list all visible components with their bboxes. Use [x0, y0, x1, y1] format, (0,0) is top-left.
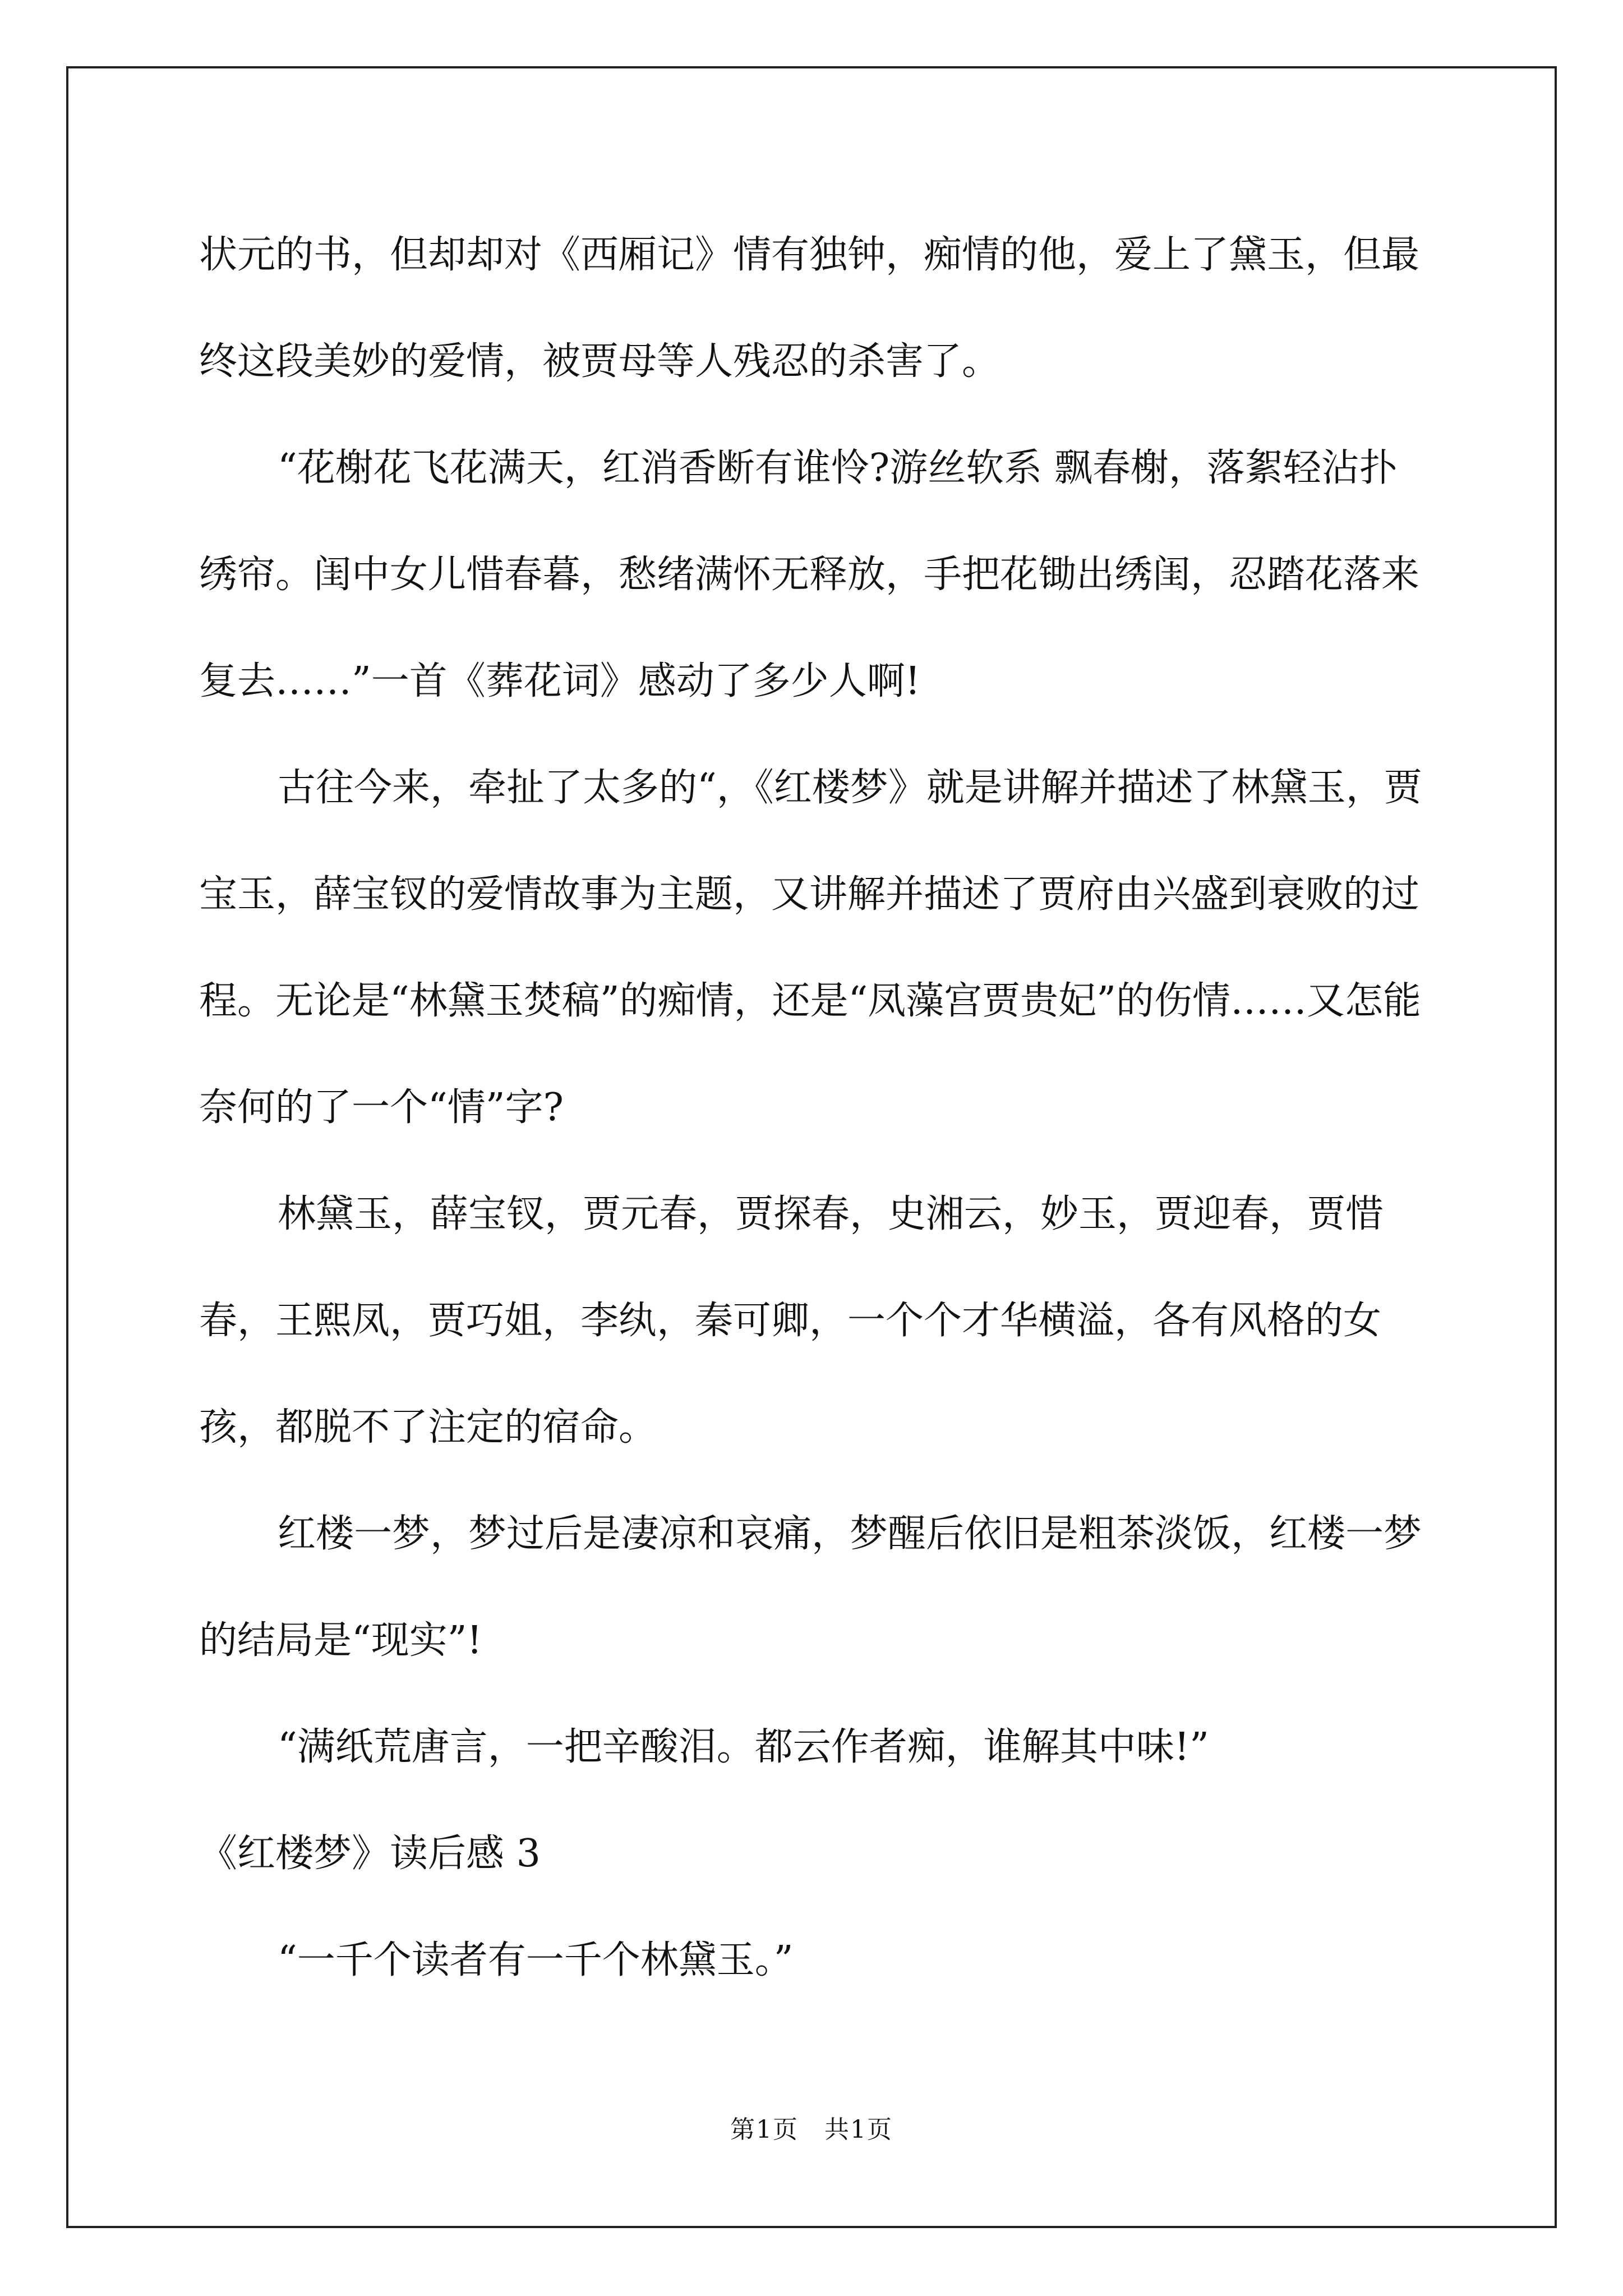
paragraph-6: “满纸荒唐言，一把辛酸泪。都云作者痴，谁解其中味!” — [278, 1725, 1209, 1769]
paragraph-3: 古往今来，牵扯了太多的“，《红楼梦》就是讲解并描述了林黛玉，贾宝玉，薛宝钗的爱情故事为主题，又讲解并描述了贾府由兴盛到衰败的过程。无论是“林黛玉焚稿”的痴情，还是“凤藻宫贾贵妃”的伤情……又怎能奈何的了一个“情”字? — [199, 766, 1422, 1130]
paragraph-4: 林黛玉，薛宝钗，贾元春，贾探春，史湘云，妙玉，贾迎春，贾惜春，王熙凤，贾巧姐，李纨，秦可卿，一个个才华横溢，各有风格的女孩，都脱不了注定的宿命。 — [199, 1192, 1384, 1450]
page-footer: 第1页 共1页 — [730, 2115, 893, 2144]
paragraph-5: 红楼一梦，梦过后是凄凉和哀痛，梦醒后依旧是粗茶淡饭，红楼一梦的结局是“现实”! — [199, 1512, 1422, 1663]
paragraph-2: “花榭花飞花满天，红消香断有谁怜?游丝软系 飘春榭，落絮轻沾扑绣帘。闺中女儿惜春暮，愁绪满怀无释放，手把花锄出绣闺，忍踏花落来复去……”一首《葬花词》感动了多少人啊! — [199, 446, 1420, 703]
paragraph-7: “一千个读者有一千个林黛玉。” — [278, 1938, 794, 1982]
section-title: 《红楼梦》读后感 3 — [199, 1832, 541, 1876]
document-body — [199, 202, 1433, 2014]
paragraph-1: 状元的书，但却却对《西厢记》情有独钟，痴情的他，爱上了黛玉，但最终这段美妙的爱情，被贾母等人残忍的杀害了。 — [199, 233, 1420, 384]
